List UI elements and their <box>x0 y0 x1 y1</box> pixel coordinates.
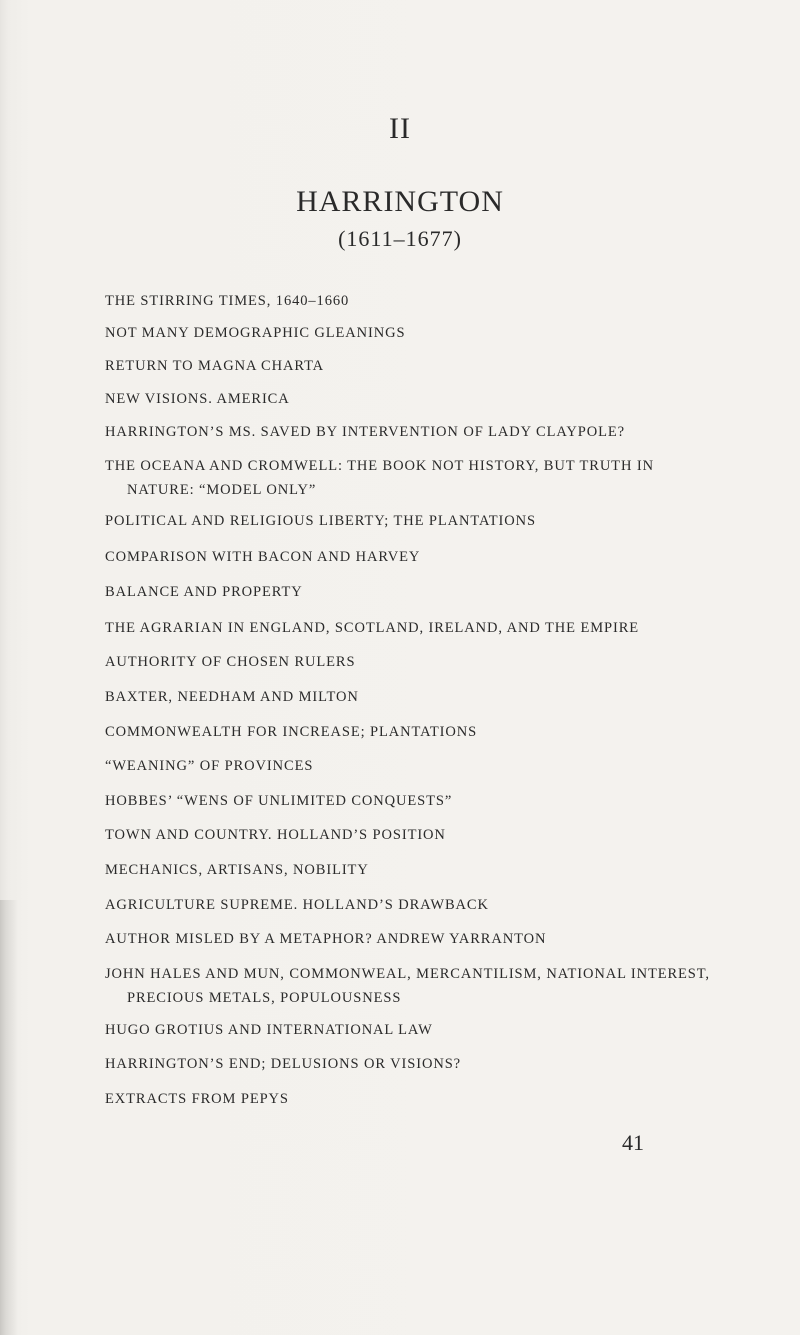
chapter-title: HARRINGTON <box>296 185 504 218</box>
contents-entry <box>105 823 785 847</box>
contents-entry-text: “WEANING” OF PROVINCES <box>105 758 314 774</box>
chapter-number: II <box>389 112 411 145</box>
contents-entry-text: POLITICAL AND RELIGIOUS LIBERTY; THE PLANTATIONS <box>105 513 536 529</box>
contents-entry <box>105 893 785 917</box>
contents-entry-continuation: NATURE: “MODEL ONLY” <box>127 482 317 498</box>
chapter-dates: (1611–1677) <box>338 226 462 251</box>
contents-entry-continuation: PRECIOUS METALS, POPULOUSNESS <box>127 990 402 1006</box>
contents-entry <box>105 289 785 313</box>
contents-entry <box>105 720 785 744</box>
contents-entry <box>105 789 785 813</box>
page-number: 41 <box>622 1130 644 1155</box>
contents-entry <box>105 650 785 674</box>
contents-entry-text: AUTHORITY OF CHOSEN RULERS <box>105 654 356 670</box>
contents-entry-text: AUTHOR MISLED BY A METAPHOR? ANDREW YARRANTON <box>105 931 547 947</box>
contents-entry-text: JOHN HALES AND MUN, COMMONWEAL, MERCANTILISM, NATIONAL INTEREST, <box>105 966 710 982</box>
contents-entry <box>105 420 785 444</box>
contents-entry-text: THE AGRARIAN IN ENGLAND, SCOTLAND, IRELAND, AND THE EMPIRE <box>105 620 640 636</box>
contents-entry <box>105 509 785 533</box>
contents-entry <box>105 754 785 778</box>
contents-entry-text: HOBBES’ “WENS OF UNLIMITED CONQUESTS” <box>105 793 453 809</box>
contents-entry-text: THE STIRRING TIMES, 1640–1660 <box>105 293 350 309</box>
contents-entry-text: NOT MANY DEMOGRAPHIC GLEANINGS <box>105 325 406 341</box>
contents-entry <box>105 858 785 882</box>
contents-entry-text: BALANCE AND PROPERTY <box>105 584 303 600</box>
contents-entry-text: HARRINGTON’S MS. SAVED BY INTERVENTION OF LADY CLAYPOLE? <box>105 424 625 440</box>
contents-entry-text: MECHANICS, ARTISANS, NOBILITY <box>105 862 369 878</box>
page-edge-shadow <box>0 900 18 1335</box>
contents-entry <box>105 1052 785 1076</box>
contents-entry-text: BAXTER, NEEDHAM AND MILTON <box>105 689 359 705</box>
contents-entry-text: RETURN TO MAGNA CHARTA <box>105 358 325 374</box>
contents-entry-text: HARRINGTON’S END; DELUSIONS OR VISIONS? <box>105 1056 461 1072</box>
contents-entry <box>105 1018 785 1042</box>
contents-entry <box>105 685 785 709</box>
contents-entry <box>105 1087 785 1111</box>
contents-entry <box>105 616 785 640</box>
contents-entry-text: HUGO GROTIUS AND INTERNATIONAL LAW <box>105 1022 433 1038</box>
contents-entry-text: COMPARISON WITH BACON AND HARVEY <box>105 549 421 565</box>
contents-entry-text: AGRICULTURE SUPREME. HOLLAND’S DRAWBACK <box>105 897 489 913</box>
contents-entry <box>105 545 785 569</box>
contents-entry-text: COMMONWEALTH FOR INCREASE; PLANTATIONS <box>105 724 478 740</box>
contents-entry-text: NEW VISIONS. AMERICA <box>105 391 290 407</box>
contents-entry <box>105 927 785 951</box>
contents-entry <box>105 321 785 345</box>
contents-entry <box>105 962 785 1010</box>
contents-entry <box>105 454 785 502</box>
contents-entry-text: TOWN AND COUNTRY. HOLLAND’S POSITION <box>105 827 446 843</box>
contents-entry <box>105 387 785 411</box>
contents-entry-text: THE OCEANA AND CROMWELL: THE BOOK NOT HISTORY, BUT TRUTH IN <box>105 458 654 474</box>
contents-entry-text: EXTRACTS FROM PEPYS <box>105 1091 289 1107</box>
contents-entry <box>105 580 785 604</box>
contents-entry <box>105 354 785 378</box>
